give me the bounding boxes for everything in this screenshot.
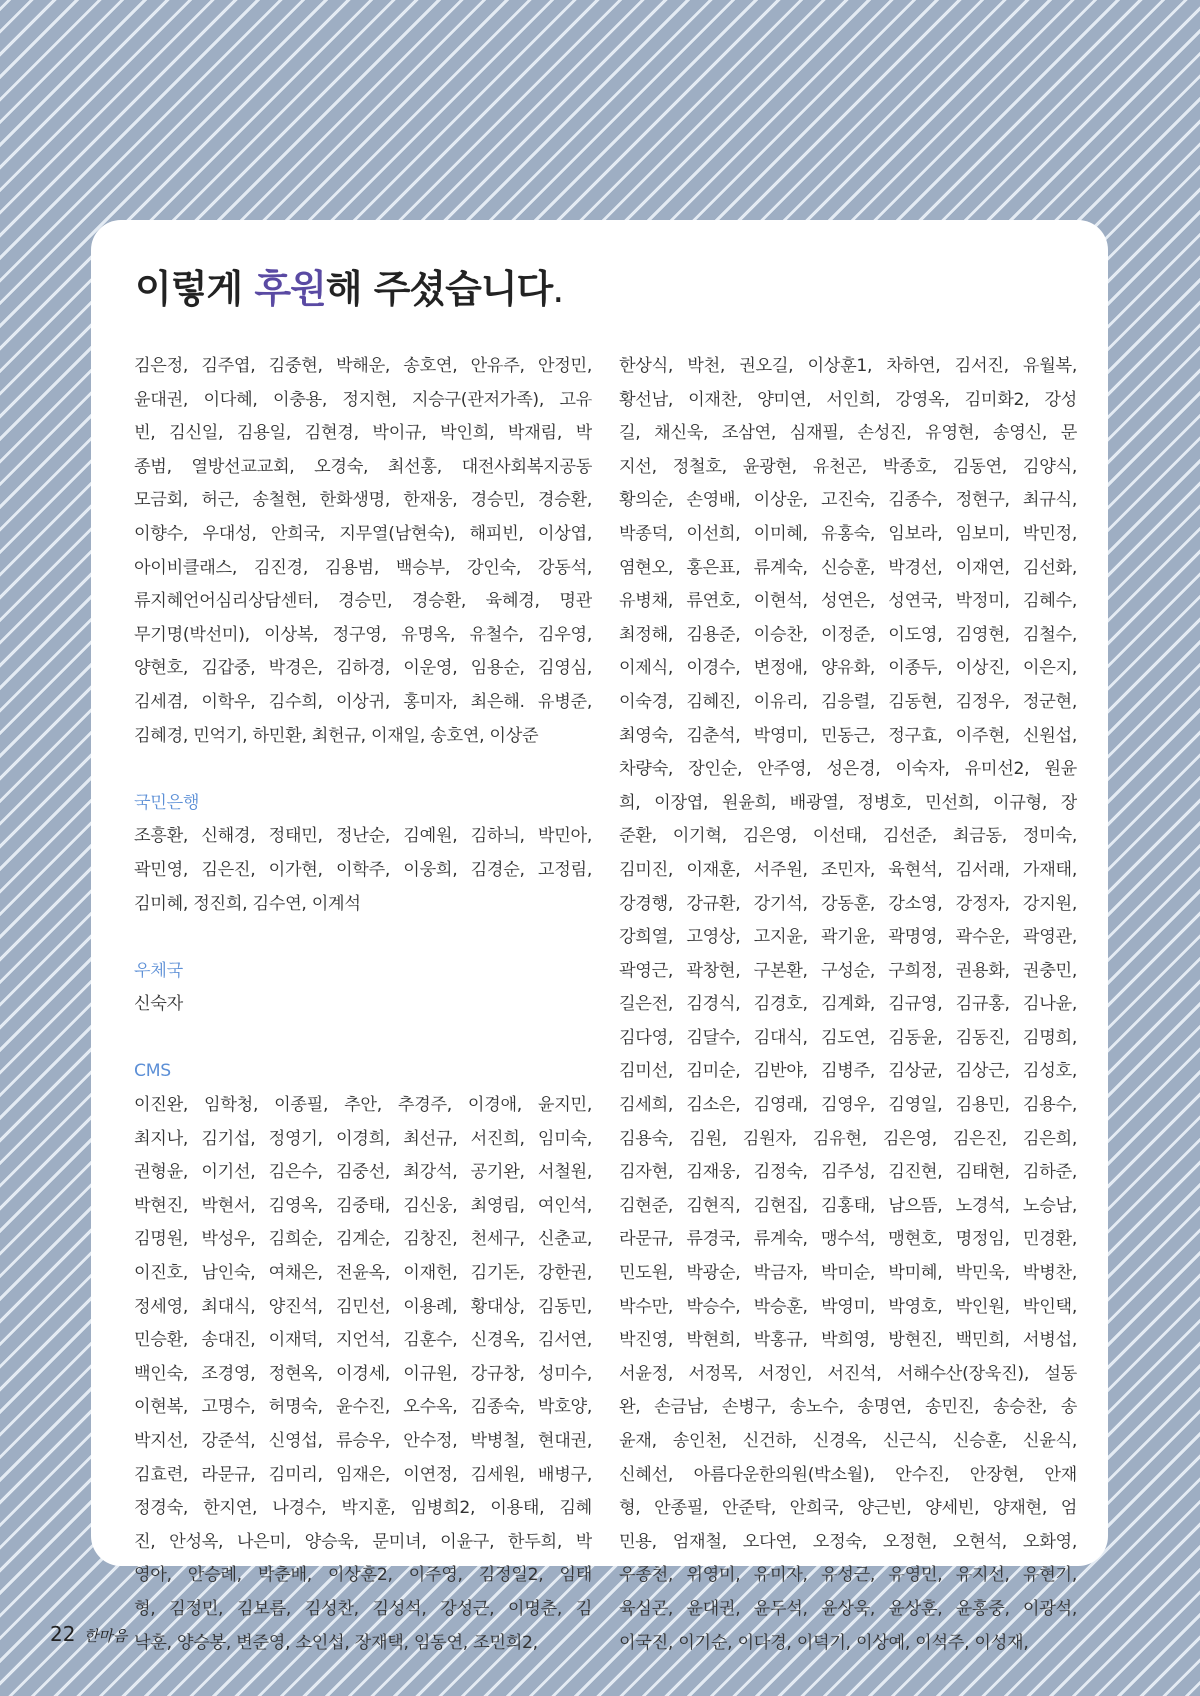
- donor-line: 최영숙, 김춘석, 박영미, 민동근, 정구효, 이주현, 신원섭,: [619, 725, 1077, 746]
- donor-line: 박현진, 박현서, 김영옥, 김중태, 김신웅, 최영림, 여인석,: [134, 1195, 592, 1216]
- donor-line: 우종천, 위영미, 유미자, 유성근, 유영민, 유지선, 유현기,: [619, 1565, 1077, 1586]
- donor-line: 길은전, 김경식, 김경호, 김계화, 김규영, 김규홍, 김나윤,: [619, 994, 1077, 1015]
- donor-line: 완, 손금남, 손병구, 송노수, 송명연, 송민진, 송승찬, 송: [619, 1397, 1077, 1418]
- donor-section: [134, 1055, 592, 1660]
- donor-line: 강희열, 고영상, 고지윤, 곽기윤, 곽명영, 곽수운, 곽영관,: [619, 927, 1077, 948]
- donor-line: 진, 안성옥, 나은미, 양승욱, 문미녀, 이윤구, 한두희, 박: [134, 1531, 592, 1552]
- donor-line: 차량숙, 장인순, 안주영, 성은경, 이숙자, 유미선2, 원윤: [619, 759, 1077, 780]
- donor-line: 염현오, 홍은표, 류계숙, 신승훈, 박경선, 이재연, 김선화,: [619, 557, 1077, 578]
- title-part2: 해 주셨습니다: [325, 267, 553, 311]
- donor-line: 양현호, 김갑중, 박경은, 김하경, 이운영, 임용순, 김영심,: [134, 658, 592, 679]
- donor-line: 준환, 이기혁, 김은영, 이선태, 김선준, 최금동, 정미숙,: [619, 826, 1077, 847]
- donor-line: 영아, 안승례, 박춘배, 이상훈2, 이주영, 김정일2, 임태: [134, 1565, 592, 1586]
- section-spacer: [134, 1022, 592, 1056]
- donor-line: 김미진, 이재훈, 서주원, 조민자, 육현석, 김서래, 가재태,: [619, 859, 1077, 880]
- donor-line: 한상식, 박천, 권오길, 이상훈1, 차하연, 김서진, 유월복,: [619, 356, 1077, 376]
- section-heading: 국민은행: [134, 792, 200, 813]
- donor-line: 황의순, 손영배, 이상운, 고진숙, 김종수, 정현구, 최규식,: [619, 490, 1077, 511]
- donor-line: 서윤정, 서정목, 서정인, 서진석, 서해수산(장욱진), 설동: [619, 1363, 1077, 1384]
- page-footer: [50, 1622, 127, 1646]
- donor-line: 유병채, 류연호, 이현석, 성연은, 성연국, 박정미, 김혜수,: [619, 591, 1077, 612]
- donor-line: 김미혜, 정진희, 김수연, 이계석: [134, 893, 361, 914]
- donor-line: 박진영, 박현희, 박홍규, 박희영, 방현진, 백민희, 서병섭,: [619, 1330, 1077, 1351]
- page-number: 22: [50, 1622, 76, 1646]
- donor-line: 지선, 정철호, 윤광현, 유천곤, 박종호, 김동연, 김양식,: [619, 456, 1077, 477]
- donor-line: 조흥환, 신해경, 정태민, 정난순, 김예원, 김하늬, 박민아,: [134, 826, 592, 847]
- donor-line: 박수만, 박승수, 박승훈, 박영미, 박영호, 박인원, 박인택,: [619, 1296, 1077, 1317]
- donor-line: 형, 김정민, 김보름, 김성찬, 김성석, 강성근, 이명춘, 김: [134, 1598, 592, 1619]
- donor-line: 김현준, 김현직, 김현집, 김홍태, 남으뜸, 노경석, 노승남,: [619, 1195, 1077, 1216]
- donor-line: 신숙자: [134, 994, 183, 1015]
- donor-line: 이국진, 이기순, 이다경, 이덕기, 이상예, 이석주, 이성재,: [619, 1632, 1029, 1653]
- donor-line: 이숙경, 김혜진, 이유리, 김응렬, 김동현, 김정우, 정군현,: [619, 691, 1077, 712]
- donor-line: 민용, 엄재철, 오다연, 오정숙, 오정현, 오현석, 오화영,: [619, 1531, 1077, 1552]
- donor-line: 김은정, 김주엽, 김중현, 박해운, 송호연, 안유주, 안정민,: [134, 356, 592, 376]
- donor-line: 모금회, 허근, 송철현, 한화생명, 한재웅, 경승민, 경승환,: [134, 490, 592, 511]
- donor-line: 김용숙, 김원, 김원자, 김유현, 김은영, 김은진, 김은희,: [619, 1128, 1077, 1149]
- donor-line: 정세영, 최대식, 양진석, 김민선, 이용례, 황대상, 김동민,: [134, 1296, 592, 1317]
- section-spacer: [134, 753, 592, 787]
- donor-line: 김명원, 박성우, 김희순, 김계순, 김창진, 천세구, 신춘교,: [134, 1229, 592, 1250]
- donor-line: 무기명(박선미), 이상복, 정구영, 유명옥, 유철수, 김우영,: [134, 624, 592, 645]
- donor-line: 육심곤, 윤대권, 윤두석, 윤상욱, 윤상훈, 윤홍중, 이광석,: [619, 1598, 1077, 1619]
- donor-line: 형, 안종필, 안준탁, 안희국, 양근빈, 양세빈, 양재현, 엄: [619, 1498, 1077, 1519]
- donor-line: 낙훈, 양승봉, 변준영, 소인섭, 장재택, 임동연, 조민희2,: [134, 1632, 538, 1653]
- donor-line: 신혜선, 아름다운한의원(박소월), 안수진, 안장현, 안재: [619, 1464, 1077, 1485]
- intro-donor-list: [134, 350, 592, 753]
- donor-sections: [134, 753, 592, 1660]
- donor-line: 최지나, 김기섭, 정영기, 이경희, 최선규, 서진희, 임미숙,: [134, 1128, 592, 1149]
- donor-section: [134, 787, 592, 921]
- title-part1: 이렇게: [135, 267, 255, 311]
- donor-line: 희, 이장엽, 원윤희, 배광열, 정병호, 민선희, 이규형, 장: [619, 792, 1077, 813]
- donor-line: 종범, 열방선교교회, 오경숙, 최선홍, 대전사회복지공동: [134, 456, 592, 477]
- donor-line: 김자현, 김재웅, 김정숙, 김주성, 김진현, 김태현, 김하준,: [619, 1162, 1077, 1183]
- section-heading: 우체국: [134, 960, 183, 981]
- donor-line: 윤재, 송인천, 신건하, 신경옥, 신근식, 신승훈, 신윤식,: [619, 1431, 1077, 1451]
- donor-line: 김다영, 김달수, 김대식, 김도연, 김동윤, 김동진, 김명희,: [619, 1027, 1077, 1048]
- donor-line: 김혜경, 민억기, 하민환, 최헌규, 이재일, 송호연, 이상준: [134, 725, 539, 746]
- donor-line: 곽영근, 곽창현, 구본환, 구성순, 구희정, 권용화, 권충민,: [619, 960, 1077, 981]
- donor-line: 김세겸, 이학우, 김수희, 이상귀, 홍미자, 최은해. 유병준,: [134, 691, 592, 712]
- donor-line: 정경숙, 한지연, 나경수, 박지훈, 임병희2, 이용태, 김혜: [134, 1498, 592, 1519]
- donor-section: [134, 955, 592, 1022]
- magazine-logo: 한마음: [83, 1627, 128, 1645]
- donor-line: 이현복, 고명수, 허명숙, 윤수진, 오수옥, 김종숙, 박호양,: [134, 1397, 592, 1418]
- section-spacer: [134, 921, 592, 955]
- donor-line: 박지선, 강준석, 신영섭, 류승우, 안수정, 박병철, 현대권,: [134, 1431, 592, 1451]
- donor-line: 김세희, 김소은, 김영래, 김영우, 김영일, 김용민, 김용수,: [619, 1095, 1077, 1116]
- donor-line: 민도원, 박광순, 박금자, 박미순, 박미혜, 박민욱, 박병찬,: [619, 1263, 1077, 1284]
- donor-line: 라문규, 류경국, 류계숙, 맹수석, 맹현호, 명정임, 민경환,: [619, 1229, 1077, 1250]
- donor-line: 황선남, 이재찬, 양미연, 서인희, 강영옥, 김미화2, 강성: [619, 389, 1077, 410]
- donor-line: 김효련, 라문규, 김미리, 임재은, 이연정, 김세원, 배병구,: [134, 1464, 592, 1485]
- donor-line: 길, 채신욱, 조삼연, 심재필, 손성진, 유영현, 송영신, 문: [619, 423, 1077, 444]
- title-accent: 후원: [254, 267, 326, 311]
- donor-line: 이향수, 우대성, 안희국, 지무열(남현숙), 해피빈, 이상엽,: [134, 523, 592, 544]
- donor-line: 백인숙, 조경영, 정현옥, 이경세, 이규원, 강규창, 성미수,: [134, 1363, 592, 1384]
- donor-line: 민승환, 송대진, 이재덕, 지언석, 김훈수, 신경옥, 김서연,: [134, 1330, 592, 1351]
- donor-line: 이진호, 남인숙, 여채은, 전윤옥, 이재헌, 김기돈, 강한권,: [134, 1263, 592, 1284]
- left-column: [134, 350, 592, 1660]
- donor-line: 윤대권, 이다혜, 이충용, 정지현, 지승구(관저가족), 고유: [134, 389, 592, 410]
- title-dot: .: [552, 267, 564, 311]
- donor-line: 빈, 김신일, 김용일, 김현경, 박이규, 박인희, 박재림, 박: [134, 423, 592, 444]
- donor-line: 이제식, 이경수, 변정애, 양유화, 이종두, 이상진, 이은지,: [619, 658, 1077, 679]
- section-heading: CMS: [134, 1061, 171, 1082]
- donor-line: 이진완, 임학청, 이종필, 추안, 추경주, 이경애, 윤지민,: [134, 1095, 592, 1116]
- donor-line: 아이비클래스, 김진경, 김용범, 백승부, 강인숙, 강동석,: [134, 557, 592, 578]
- right-column: [619, 350, 1077, 1660]
- donor-line: 최정해, 김용준, 이승찬, 이정준, 이도영, 김영현, 김철수,: [619, 624, 1077, 645]
- donor-line: 류지혜언어심리상담센터, 경승민, 경승환, 육혜경, 명관: [134, 591, 592, 612]
- page-title: [135, 258, 563, 313]
- donor-line: 강경행, 강규환, 강기석, 강동훈, 강소영, 강정자, 강지원,: [619, 893, 1077, 914]
- donor-line: 김미선, 김미순, 김반야, 김병주, 김상균, 김상근, 김성호,: [619, 1061, 1077, 1082]
- donor-line: 곽민영, 김은진, 이가현, 이학주, 이웅희, 김경순, 고정림,: [134, 859, 592, 880]
- donor-line: 박종덕, 이선희, 이미혜, 유홍숙, 임보라, 임보미, 박민정,: [619, 523, 1077, 544]
- donor-line: 권형윤, 이기선, 김은수, 김중선, 최강석, 공기완, 서철원,: [134, 1162, 592, 1183]
